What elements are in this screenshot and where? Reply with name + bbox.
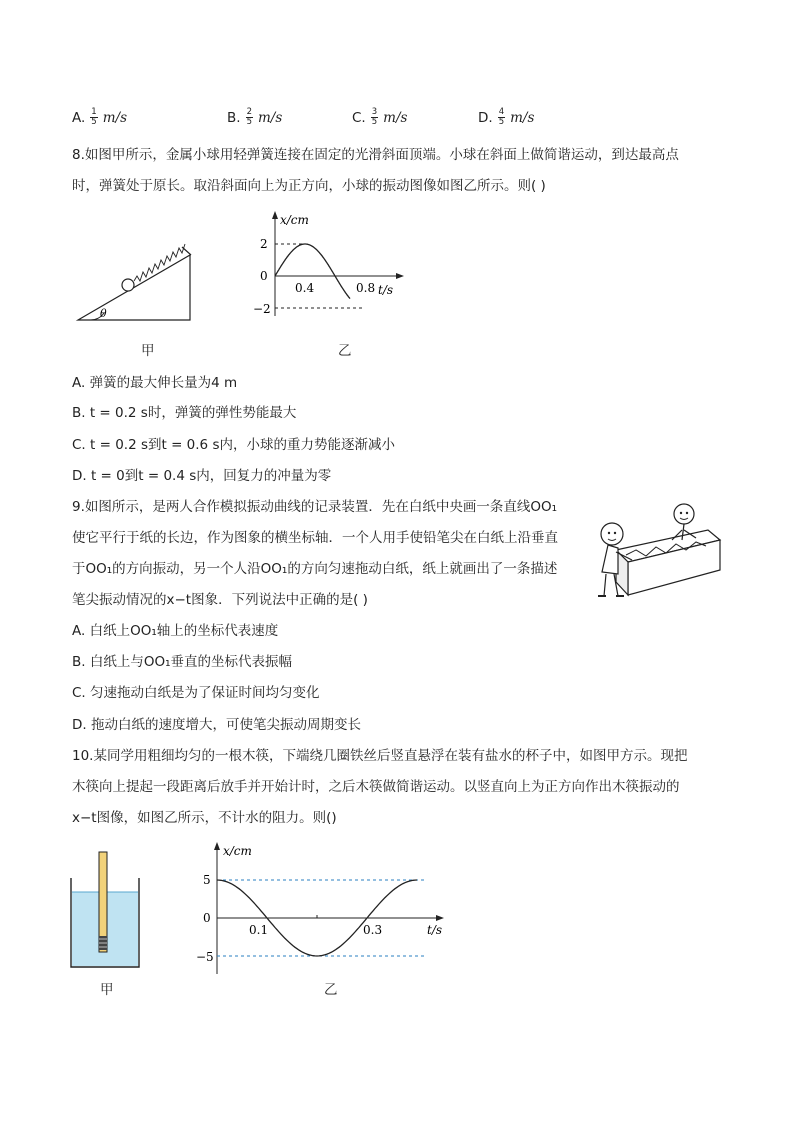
q9-option-d[interactable]: D. 拖动白纸的速度增大，可使笔尖振动周期变长: [72, 717, 361, 733]
q10-stem-line1: 10.某同学用粗细均匀的一根木筷，下端绕几圈铁丝后竖直悬浮在装有盐水的杯子中，如图甲方示。现把: [72, 748, 688, 764]
x-tick-label: 0.8: [356, 281, 376, 295]
y-axis-label: x/cm: [280, 213, 309, 227]
x-axis-label: t/s: [427, 923, 443, 937]
y-axis-arrow: [272, 211, 278, 219]
q8-stem-line2: 时，弹簧处于原长。取沿斜面向上为正方向，小球的振动图像如图乙所示。则( ): [72, 178, 546, 194]
q9-stem-line1: 9.如图所示，是两人合作模拟振动曲线的记录装置．先在白纸中央画一条直线OO₁: [72, 499, 558, 515]
y-tick-label: 0: [203, 911, 211, 925]
fig-yi-caption: 乙: [338, 343, 352, 359]
person-head: [601, 523, 623, 545]
fig-yi-caption: 乙: [324, 982, 338, 998]
q8-vibration-chart: [250, 208, 410, 323]
q9-option-a[interactable]: A. 白纸上OO₁轴上的坐标代表速度: [72, 623, 279, 639]
q10-vibration-chart: [195, 838, 455, 978]
q7-option-d[interactable]: D. $\frac{4}{5}$ m/s: [478, 107, 535, 127]
q8-stem-line1: 8.如图甲所示，金属小球用轻弹簧连接在固定的光滑斜面顶端。小球在斜面上做简谐运动，到达最高点: [72, 147, 679, 163]
x-axis-arrow: [396, 273, 404, 279]
q8-option-d[interactable]: D. t = 0到t = 0.4 s内，回复力的冲量为零: [72, 468, 332, 484]
person-body: [602, 545, 618, 574]
y-tick-label: 2: [260, 237, 268, 251]
y-tick-label: 5: [203, 873, 211, 887]
q9-stem-line2: 使它平行于纸的长边，作为图象的横坐标轴．一个人用手使铅笔尖在白纸上沿垂直: [72, 530, 558, 546]
person-head: [674, 504, 694, 524]
fraction: $\frac{1}{5}$: [91, 107, 97, 127]
q10-stem-line3: x−t图像，如图乙所示，不计水的阻力。则(): [72, 810, 337, 826]
fraction: $\frac{2}{5}$: [246, 107, 252, 127]
q10-stem-line2: 木筷向上提起一段距离后放手并开始计时，之后木筷做简谐运动。以竖直向上为正方向作出木筷振动的: [72, 779, 680, 795]
q8-option-c[interactable]: C. t = 0.2 s到t = 0.6 s内，小球的重力势能逐渐减小: [72, 437, 395, 453]
fig-jia-caption: 甲: [100, 982, 114, 998]
theta-label: θ: [100, 307, 107, 320]
q7-options: [72, 108, 592, 130]
fig-jia-caption: 甲: [141, 343, 155, 359]
x-axis-arrow: [436, 915, 444, 921]
fraction: $\frac{4}{5}$: [498, 107, 505, 127]
x-tick-label: 0.3: [363, 923, 383, 937]
q9-option-c[interactable]: C. 匀速拖动白纸是为了保证时间均匀变化: [72, 685, 320, 701]
q7-option-b[interactable]: B. $\frac{2}{5}$ m/s: [227, 107, 283, 127]
q8-option-b[interactable]: B. t = 0.2 s时，弹簧的弹性势能最大: [72, 405, 297, 421]
y-axis-label: x/cm: [223, 844, 252, 858]
ball: [122, 279, 134, 291]
q9-option-b[interactable]: B. 白纸上与OO₁垂直的坐标代表振幅: [72, 654, 293, 670]
incline-top: [182, 247, 191, 255]
y-axis-arrow: [214, 842, 220, 850]
cup-chopstick-figure: [68, 848, 144, 973]
y-tick-label: 0: [260, 269, 268, 283]
fraction: $\frac{3}{5}$: [371, 107, 378, 127]
y-tick-label: −2: [253, 302, 271, 316]
x-tick-label: 0.4: [295, 281, 315, 295]
q7-option-a[interactable]: A. $\frac{1}{5}$ m/s: [72, 107, 127, 127]
q8-option-a[interactable]: A. 弹簧的最大伸长量为4 m: [72, 375, 238, 391]
q9-stem-line3: 于OO₁的方向振动，另一个人沿OO₁的方向匀速拖动白纸，纸上就画出了一条描述: [72, 561, 558, 577]
q9-stem-line4: 笔尖振动情况的x−t图象．下列说法中正确的是( ): [72, 592, 368, 608]
q7-option-c[interactable]: C. $\frac{3}{5}$ m/s: [352, 107, 408, 127]
incline-spring-figure: [70, 225, 200, 330]
x-tick-label: 0.1: [249, 923, 269, 937]
two-person-recording-figure: [596, 500, 726, 610]
y-tick-label: −5: [196, 950, 214, 964]
x-axis-label: t/s: [378, 283, 394, 297]
